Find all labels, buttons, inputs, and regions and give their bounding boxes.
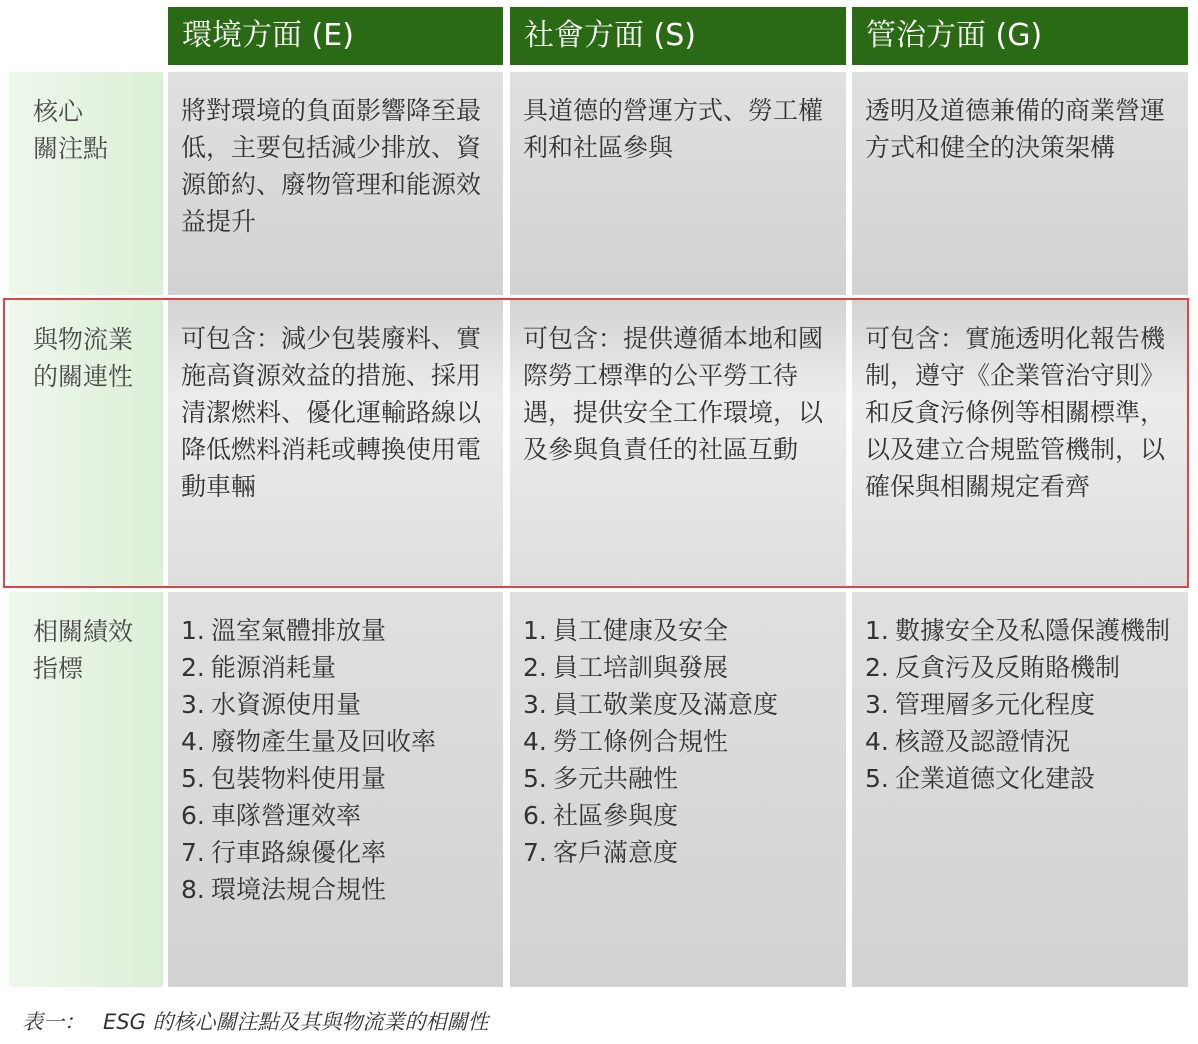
column-header-governance: 管治方面 (G) — [852, 7, 1188, 65]
list-item: 7. 客戶滿意度 — [523, 838, 679, 867]
list-item: 5. 包裝物料使用量 — [181, 764, 387, 793]
list-item: 3. 水資源使用量 — [181, 690, 362, 719]
list-item: 4. 核證及認證情況 — [865, 727, 1071, 756]
list-item: 6. 社區參與度 — [523, 801, 679, 830]
list-item: 7. 行車路線優化率 — [181, 838, 387, 867]
cell-kpi-environment — [168, 592, 503, 987]
list-item: 8. 環境法規合規性 — [181, 875, 387, 904]
list-item: 2. 反貪污及反賄賂機制 — [865, 653, 1121, 682]
list-item: 1. 數據安全及私隱保護機制 — [865, 616, 1171, 645]
list-item: 4. 廢物產生量及回收率 — [181, 727, 437, 756]
cell-text: 具道德的營運方式、勞工權利和社區參與 — [523, 96, 824, 162]
list-item: 5. 多元共融性 — [523, 764, 679, 793]
cell-relevance-social — [510, 300, 846, 586]
cell-relevance-environment — [168, 300, 503, 586]
list-item: 3. 管理層多元化程度 — [865, 690, 1096, 719]
row-label-kpi: 相關績效 指標 — [9, 592, 163, 987]
list-item: 1. 員工健康及安全 — [523, 616, 729, 645]
cell-focus-environment — [168, 72, 503, 295]
column-header-social: 社會方面 (S) — [510, 7, 846, 65]
list-item: 3. 員工敬業度及滿意度 — [523, 690, 779, 719]
list-item: 2. 員工培訓與發展 — [523, 653, 729, 682]
column-header-environment: 環境方面 (E) — [168, 7, 503, 65]
caption-text: ESG 的核心關注點及其與物流業的相關性 — [103, 1010, 489, 1034]
cell-text: 可包含：實施透明化報告機制，遵守《企業管治守則》和反貪污條例等相關標準，以及建立合規監管機制，以確保與相關規定看齊 — [865, 324, 1166, 501]
cell-relevance-governance — [852, 300, 1188, 586]
list-item: 6. 車隊營運效率 — [181, 801, 362, 830]
list-item: 1. 溫室氣體排放量 — [181, 616, 387, 645]
list-item: 4. 勞工條例合規性 — [523, 727, 729, 756]
caption-label: 表一： — [22, 1010, 85, 1034]
cell-kpi-governance — [852, 592, 1188, 987]
cell-text: 可包含：提供遵循本地和國際勞工標準的公平勞工待遇，提供安全工作環境，以及參與負責任的社區互動 — [523, 324, 824, 464]
row-label-core-focus: 核心 關注點 — [9, 72, 163, 295]
table-caption — [22, 1006, 489, 1036]
cell-text: 將對環境的負面影響降至最低，主要包括減少排放、資源節約、廢物管理和能源效益提升 — [181, 96, 482, 236]
cell-text: 可包含：減少包裝廢料、實施高資源效益的措施、採用清潔燃料、優化運輸路線以降低燃料消耗或轉換使用電動車輛 — [181, 324, 482, 501]
cell-kpi-social — [510, 592, 846, 987]
list-item: 5. 企業道德文化建設 — [865, 764, 1096, 793]
cell-focus-governance — [852, 72, 1188, 295]
cell-focus-social — [510, 72, 846, 295]
row-label-logistics-relevance: 與物流業 的關連性 — [9, 300, 163, 586]
cell-text: 透明及道德兼備的商業營運方式和健全的決策架構 — [865, 96, 1166, 162]
list-item: 2. 能源消耗量 — [181, 653, 337, 682]
